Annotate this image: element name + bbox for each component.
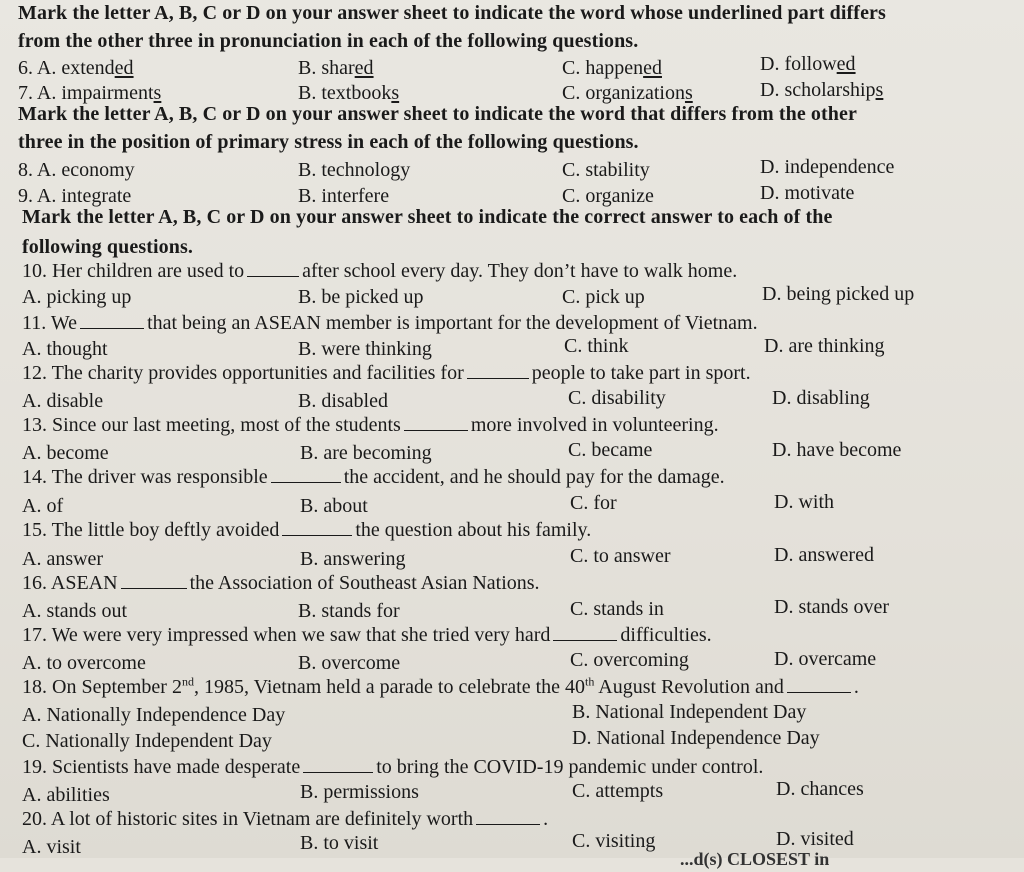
q8-option-a: 8. A. economy <box>18 159 135 181</box>
q16-option-c: C. stands in <box>570 598 664 620</box>
q12-options <box>22 388 1008 414</box>
q16-option-d: D. stands over <box>774 596 889 618</box>
answer-blank <box>553 622 617 641</box>
q19-stem: 19. Scientists have made desperate to bring the COVID-19 pandemic under control. <box>22 756 764 778</box>
q18-options-row2 <box>22 728 1008 754</box>
q16-stem: 16. ASEAN the Association of Southeast Asian Nations. <box>22 572 540 594</box>
q18-option-a: A. Nationally Independence Day <box>22 704 286 726</box>
answer-blank <box>282 517 352 536</box>
q6-option-b: B. shared <box>298 57 374 79</box>
answer-blank <box>80 310 144 329</box>
q14-option-c: C. for <box>570 492 617 514</box>
section2-heading-line2: three in the position of primary stress in each of the following questions. <box>18 131 639 153</box>
answer-blank <box>787 674 851 693</box>
q17-options <box>22 650 1008 676</box>
q19-option-d: D. chances <box>776 778 864 800</box>
q11-stem: 11. We that being an ASEAN member is important for the development of Vietnam. <box>22 312 758 334</box>
q19-options <box>22 778 1008 808</box>
q20-option-d: D. visited <box>776 828 854 850</box>
q16-options <box>22 598 1008 624</box>
q7-option-b: B. textbooks <box>298 82 400 104</box>
q7-option-c: C. organizations <box>562 82 693 104</box>
q20-option-c: C. visiting <box>572 830 656 852</box>
q17-option-a: A. to overcome <box>22 652 146 674</box>
q15-option-d: D. answered <box>774 544 874 566</box>
answer-blank <box>476 806 540 825</box>
q13-option-c: C. became <box>568 439 653 461</box>
q19-option-b: B. permissions <box>300 781 419 803</box>
q10-options <box>22 284 1008 310</box>
q8-option-b: B. technology <box>298 159 411 181</box>
q14-option-a: A. of <box>22 495 64 517</box>
q20-stem: 20. A lot of historic sites in Vietnam are definitely worth . <box>22 808 549 830</box>
q13-stem: 13. Since our last meeting, most of the students more involved in volunteering. <box>22 414 719 436</box>
q9-option-b: B. interfere <box>298 185 390 207</box>
q10-option-c: C. pick up <box>562 286 645 308</box>
q11-option-b: B. were thinking <box>298 338 432 360</box>
q9-option-d: D. motivate <box>760 182 855 204</box>
q14-options <box>22 493 1008 519</box>
cutoff-footer-text: ...d(s) CLOSEST in <box>680 849 830 869</box>
q12-stem: 12. The charity provides opportunities and facilities for people to take part in sport. <box>22 362 751 384</box>
question-8 <box>18 157 1008 183</box>
q18-option-b: B. National Independent Day <box>572 701 807 723</box>
q17-option-c: C. overcoming <box>570 649 689 671</box>
q16-option-a: A. stands out <box>22 600 127 622</box>
q14-option-b: B. about <box>300 495 368 517</box>
q12-option-c: C. disability <box>568 387 666 409</box>
answer-blank <box>303 754 373 773</box>
q10-option-b: B. be picked up <box>298 286 424 308</box>
q13-options <box>22 440 1008 466</box>
q10-option-d: D. being picked up <box>762 283 915 305</box>
q12-option-b: B. disabled <box>298 390 388 412</box>
q9-option-c: C. organize <box>562 185 654 207</box>
answer-blank <box>467 360 529 379</box>
q9-option-a: 9. A. integrate <box>18 185 132 207</box>
q6-option-d: D. followed <box>760 53 856 75</box>
q17-option-b: B. overcome <box>298 652 401 674</box>
q19-option-c: C. attempts <box>572 780 664 802</box>
q14-option-d: D. with <box>774 491 834 513</box>
q13-option-a: A. become <box>22 442 109 464</box>
q12-option-d: D. disabling <box>772 387 870 409</box>
q8-option-d: D. independence <box>760 156 895 178</box>
q18-option-d: D. National Independence Day <box>572 727 820 749</box>
q7-option-d: D. scholarships <box>760 79 884 101</box>
section3-heading-line1: Mark the letter A, B, C or D on your answer sheet to indicate the correct answer to each of the <box>22 206 833 228</box>
q18-options-row1 <box>22 702 1008 728</box>
q18-stem: 18. On September 2nd, 1985, Vietnam held a parade to celebrate the 40th August Revolution and . <box>22 674 859 698</box>
section3-heading-line2: following questions. <box>22 236 193 258</box>
q17-option-d: D. overcame <box>774 648 877 670</box>
q11-option-d: D. are thinking <box>764 335 885 357</box>
answer-blank <box>404 412 468 431</box>
q12-option-a: A. disable <box>22 390 104 412</box>
q15-option-b: B. answering <box>300 548 406 570</box>
q19-option-a: A. abilities <box>22 784 110 806</box>
answer-blank <box>247 258 299 277</box>
q18-option-c: C. Nationally Independent Day <box>22 730 272 752</box>
q13-option-b: B. are becoming <box>300 442 432 464</box>
q11-option-c: C. think <box>564 335 629 357</box>
q15-options <box>22 546 1008 572</box>
q11-options <box>22 336 1008 362</box>
q15-stem: 15. The little boy deftly avoided the question about his family. <box>22 519 592 541</box>
q15-option-a: A. answer <box>22 548 104 570</box>
q7-option-a: 7. A. impairments <box>18 82 162 104</box>
q20-option-a: A. visit <box>22 836 81 858</box>
q17-stem: 17. We were very impressed when we saw that she tried very hard difficulties. <box>22 624 712 646</box>
q20-option-b: B. to visit <box>300 832 379 854</box>
q10-stem: 10. Her children are used to after school every day. They don’t have to walk home. <box>22 260 738 282</box>
q15-option-c: C. to answer <box>570 545 671 567</box>
q16-option-b: B. stands for <box>298 600 400 622</box>
q11-option-a: A. thought <box>22 338 108 360</box>
answer-blank <box>271 464 341 483</box>
section1-heading-line1: Mark the letter A, B, C or D on your answer sheet to indicate the word whose underlined part differs <box>18 2 886 24</box>
q14-stem: 14. The driver was responsible the accident, and he should pay for the damage. <box>22 466 725 488</box>
q13-option-d: D. have become <box>772 439 902 461</box>
q10-option-a: A. picking up <box>22 286 132 308</box>
answer-blank <box>121 570 187 589</box>
q8-option-c: C. stability <box>562 159 650 181</box>
section1-heading-line2: from the other three in pronunciation in each of the following questions. <box>18 30 639 52</box>
q6-option-a: 6. A. extended <box>18 57 134 79</box>
q6-option-c: C. happened <box>562 57 662 79</box>
section2-heading-line1: Mark the letter A, B, C or D on your answer sheet to indicate the word that differs from the other <box>18 103 857 125</box>
